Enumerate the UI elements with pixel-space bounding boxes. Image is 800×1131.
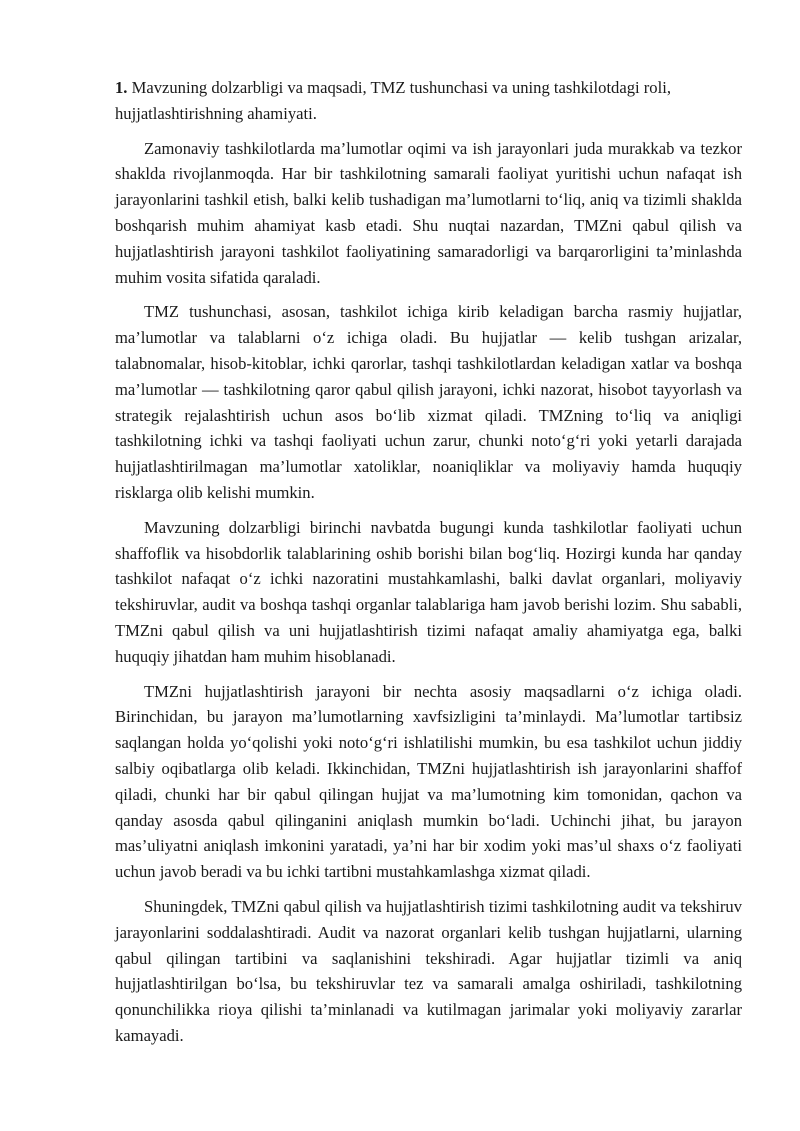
section-number: 1. xyxy=(115,78,128,97)
paragraph-1: Zamonaviy tashkilotlarda ma’lumotlar oqimi va ish jarayonlari juda murakkab va tezkor shaklda rivojlanmoqda. Har bir tashkilotning samarali faoliyat yuritishi uchun nafaqat ish jarayonlarini tashkil etish, balki kelib tushadigan ma’lumotlarni to‘liq, aniq va tizimli shaklda boshqarish muhim ahamiyat kasb etadi. Shu nuqtai nazardan, TMZni qabul qilish va hujjatlashtirish jarayoni tashkilot faoliyatining samaradorligi va barqarorligini ta’minlashda muhim vosita sifatida qaraladi. xyxy=(115,138,742,287)
section-title: Mavzuning dolzarbligi va maqsadi, TMZ tushunchasi va uning tashkilotdagi roli, hujjatlashtirishning ahamiyati. xyxy=(115,78,671,123)
paragraph-4: TMZni hujjatlashtirish jarayoni bir nechta asosiy maqsadlarni o‘z ichiga oladi. Birinchidan, bu jarayon ma’lumotlarning xavfsizligini ta’minlaydi. Ma’lumotlar tartibsiz saqlangan holda yo‘qolishi yoki noto‘g‘ri ishlatilishi mumkin, bu esa tashkilot uchun jiddiy salbiy oqibatlarga olib keladi. Ikkinchidan, TMZni hujjatlashtirish ish jarayonlarini shaffof qiladi, chunki har bir qabul qilingan hujjat va ma’lumotning kim tomonidan, qachon va qanday asosda qabul qilinganini aniqlash mumkin bo‘ladi. Uchinchi jihat, bu jarayon mas’uliyatni aniqlash imkonini yaratadi, ya’ni har bir xodim yoki mas’ul shaxs o‘z faoliyati uchun javob beradi va bu ichki tartibni mustahkamlashga xizmat qiladi. xyxy=(115,681,742,882)
paragraph-2: TMZ tushunchasi, asosan, tashkilot ichiga kirib keladigan barcha rasmiy hujjatlar, ma’lumotlar va talablarni o‘z ichiga oladi. Bu hujjatlar — kelib tushgan arizalar, talabnomalar, hisob-kitoblar, ichki qarorlar, tashqi tashkilotlardan keladigan xatlar va boshqa ma’lumotlar — tashkilotning qaror qabul qilish jarayoni, ichki nazorat, hisobot tayyorlash va strategik rejalashtirish uchun asos bo‘lib xizmat qiladi. TMZning to‘liq va aniqligi tashkilotning ichki va tashqi faoliyati uchun zarur, chunki noto‘g‘ri yoki yetarli darajada hujjatlashtirilmagan ma’lumotlar xatoliklar, noaniqliklar va moliyaviy hamda huquqiy risklarga olib kelishi mumkin. xyxy=(115,302,742,502)
paragraph-3: Mavzuning dolzarbligi birinchi navbatda bugungi kunda tashkilotlar faoliyati uchun shaffoflik va hisobdorlik talablarining oshib borishi bilan bog‘liq. Hozirgi kunda har qanday tashkilot nafaqat o‘z ichki nazoratini mustahkamlashi, balki davlat organlari, moliyaviy tekshiruvlar, audit va boshqa tashqi organlar talablariga ham javob berishi lozim. Shu sababli, TMZni qabul qilish va uni hujjatlashtirish tizimi nafaqat amaliy ahamiyatga ega, balki huquqiy jihatdan ham muhim hisoblanadi. xyxy=(115,517,742,666)
section-heading xyxy=(115,75,742,127)
document-page xyxy=(115,75,742,1058)
paragraph-5: Shuningdek, TMZni qabul qilish va hujjatlashtirish tizimi tashkilotning audit va tekshiruv jarayonlarini soddalashtiradi. Audit va nazorat organlari kelib tushgan hujjatlarni, ularning qabul qilingan tartibini va saqlanishini tekshiradi. Agar hujjatlar tizimli va aniq hujjatlashtirilgan bo‘lsa, bu tekshiruvlar tez va samarali amalga oshiriladi, tashkilotning qonunchilikka rioya qilishi ta’minlanadi va kutilmagan jarimalar yoki moliyaviy zararlar kamayadi. xyxy=(115,896,742,1045)
